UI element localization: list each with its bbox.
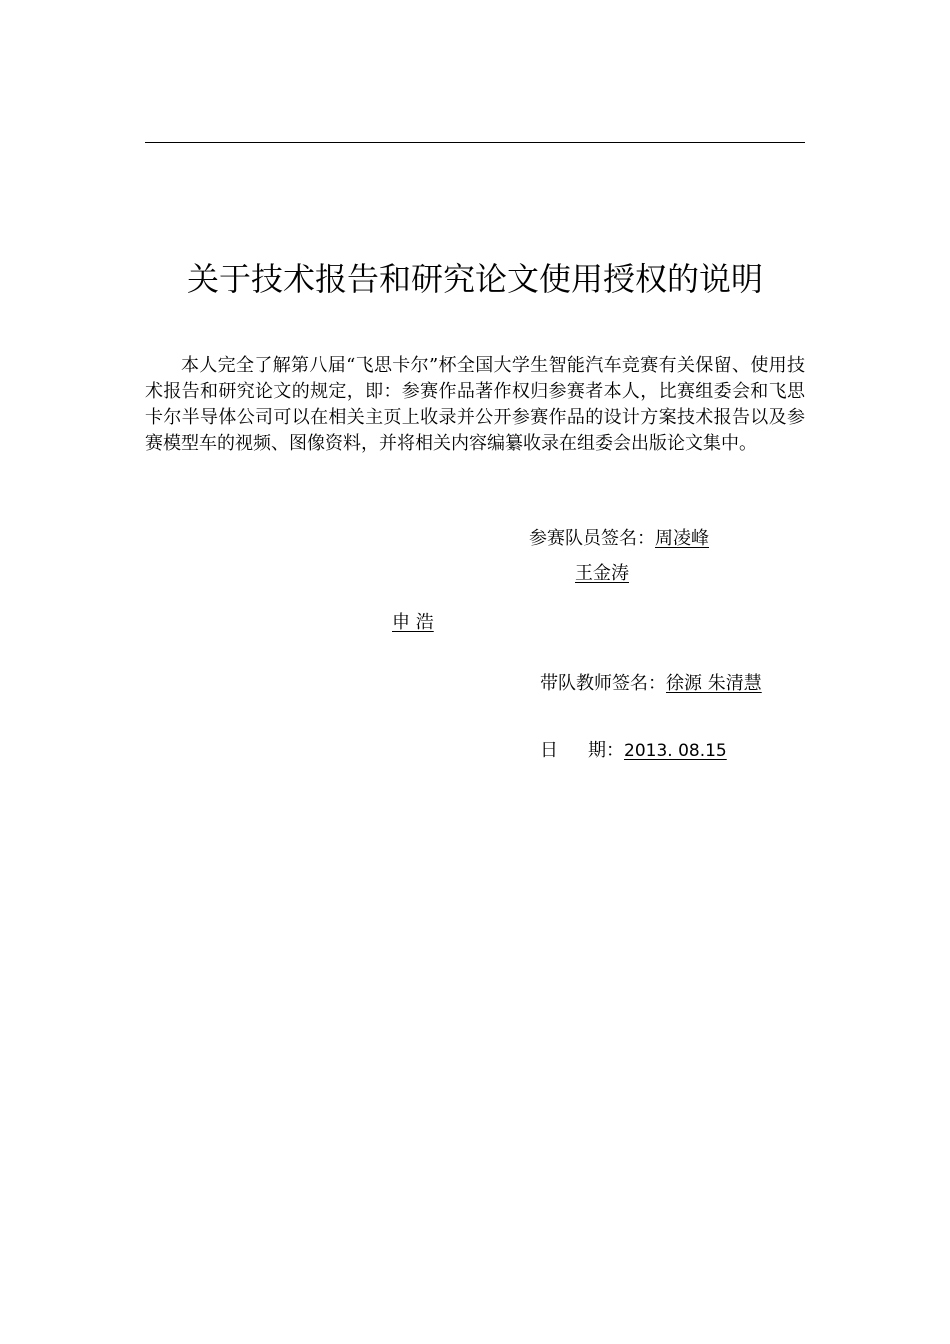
date-value: 2013. 08.15 [624, 741, 727, 761]
date-label-char-1: 日 [540, 740, 558, 761]
member-signature-line [529, 526, 709, 552]
member-name-1: 周凌峰 [655, 528, 709, 549]
authorization-statement: 本人完全了解第八届“飞思卡尔”杯全国大学生智能汽车竞赛有关保留、使用技术报告和研究论文的规定，即：参赛作品著作权归参赛者本人，比赛组委会和飞思卡尔半导体公司可以在相关主页上收录并公开参赛作品的设计方案技术报告以及参赛模型车的视频、图像资料，并将相关内容编纂收录在组委会出版论文集中。 [145, 355, 805, 454]
teacher-names: 徐源 朱清慧 [666, 673, 762, 694]
date-line [540, 738, 727, 764]
member-name-3-line [392, 610, 434, 636]
member-name-3: 申 浩 [392, 612, 434, 633]
teacher-signature-label: 带队教师签名： [540, 673, 666, 694]
member-signature-label: 参赛队员签名： [529, 528, 655, 549]
document-title: 关于技术报告和研究论文使用授权的说明 [186, 260, 763, 298]
header-rule [145, 142, 805, 143]
teacher-signature-line [540, 671, 762, 697]
date-label-char-2: 期： [588, 740, 624, 761]
member-name-2: 王金涛 [575, 563, 629, 584]
member-name-2-line [575, 561, 629, 587]
